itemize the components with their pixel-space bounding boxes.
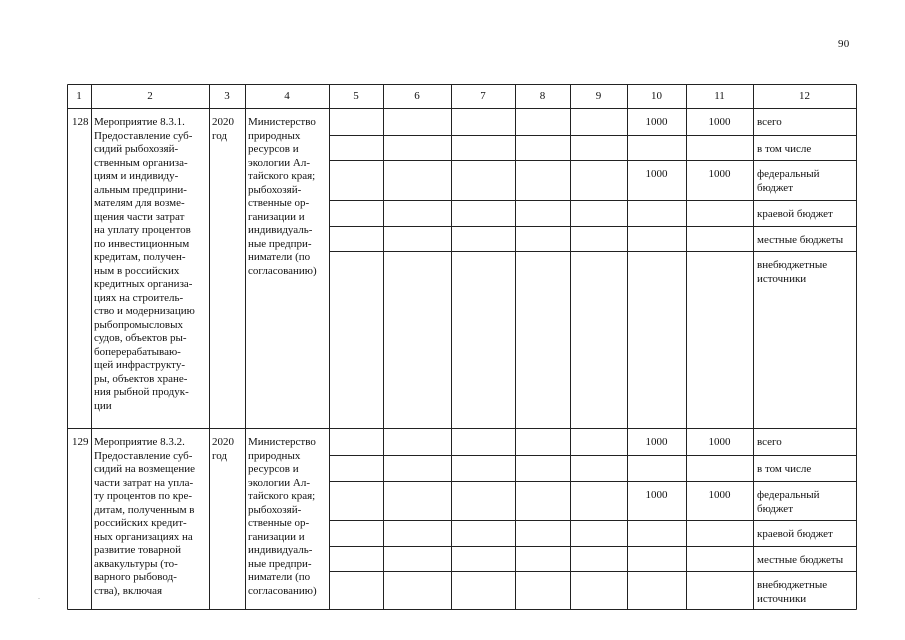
measure-description: Мероприятие 8.3.1. Предоставление суб- сидий рыбохозяй- ственным организа- циям и индивиду- альным предприни- мателям для возме- щения части затрат на уплату процентов по инвестиционным кредитам, получен- ным в российских кредитных организа- циях на строитель- ство и модернизацию рыбопромысловых судов, объектов ры- боперерабатываю- щей инфраструкту- ры, объектов хране- ния рыбной продук- ции bbox=[94, 116, 195, 412]
column-header-4: 4 bbox=[284, 90, 290, 102]
funding-2020-value: 1000 bbox=[645, 116, 668, 128]
funding-source: в том числе bbox=[757, 143, 812, 155]
funding-source: местные бюджеты bbox=[757, 234, 844, 246]
funding-2020-value: 1000 bbox=[645, 489, 668, 501]
executor: Министерство природных ресурсов и экологии Ал- тайского края; рыбохозяй- ственные ор- ганизации и индивидуаль- ные предпри- ниматели (по согласованию) bbox=[248, 436, 317, 597]
funding-2020-value: 1000 bbox=[645, 168, 668, 180]
column-header-6: 6 bbox=[414, 90, 420, 102]
funding-total-value: 1000 bbox=[708, 436, 731, 448]
funding-source: всего bbox=[757, 116, 782, 128]
column-header-9: 9 bbox=[595, 90, 602, 102]
row-number: 128 bbox=[72, 116, 89, 128]
scan-artifact bbox=[38, 598, 40, 599]
column-header-10: 10 bbox=[651, 90, 662, 102]
implementation-year: 2020 год bbox=[212, 116, 234, 142]
funding-source: краевой бюджет bbox=[757, 528, 833, 540]
page-number: 90 bbox=[838, 38, 850, 50]
funding-source: в том числе bbox=[757, 463, 812, 475]
row-number: 129 bbox=[72, 436, 89, 448]
funding-source: внебюджетные источники bbox=[757, 579, 828, 605]
executor: Министерство природных ресурсов и экологии Ал- тайского края; рыбохозяй- ственные ор- ганизации и индивидуаль- ные предпри- ниматели (по согласованию) bbox=[248, 116, 317, 277]
column-header-1: 1 bbox=[76, 90, 82, 102]
funding-total-value: 1000 bbox=[708, 489, 731, 501]
column-header-5: 5 bbox=[353, 90, 359, 102]
funding-total-value: 1000 bbox=[708, 168, 731, 180]
column-header-11: 11 bbox=[714, 90, 725, 102]
funding-source: федеральный бюджет bbox=[757, 489, 820, 515]
column-header-3: 3 bbox=[224, 90, 230, 102]
funding-source: местные бюджеты bbox=[757, 554, 844, 566]
column-header-8: 8 bbox=[539, 90, 546, 102]
funding-total-value: 1000 bbox=[708, 116, 731, 128]
funding-source: всего bbox=[757, 436, 782, 448]
funding-2020-value: 1000 bbox=[645, 436, 668, 448]
measure-description: Мероприятие 8.3.2. Предоставление суб- сидий на возмещение части затрат на упла- ту процентов по кре- дитам, полученным в российских кредит- ных организациях на развитие товарной аквакультуры (то- варного рыбовод- ства), включая bbox=[94, 436, 196, 597]
implementation-year: 2020 год bbox=[212, 436, 234, 462]
funding-source: федеральный бюджет bbox=[757, 168, 820, 194]
column-header-2: 2 bbox=[147, 90, 153, 102]
column-header-12: 12 bbox=[799, 90, 810, 102]
column-header-7: 7 bbox=[480, 90, 486, 102]
funding-source: внебюджетные источники bbox=[757, 259, 828, 285]
funding-source: краевой бюджет bbox=[757, 208, 833, 220]
